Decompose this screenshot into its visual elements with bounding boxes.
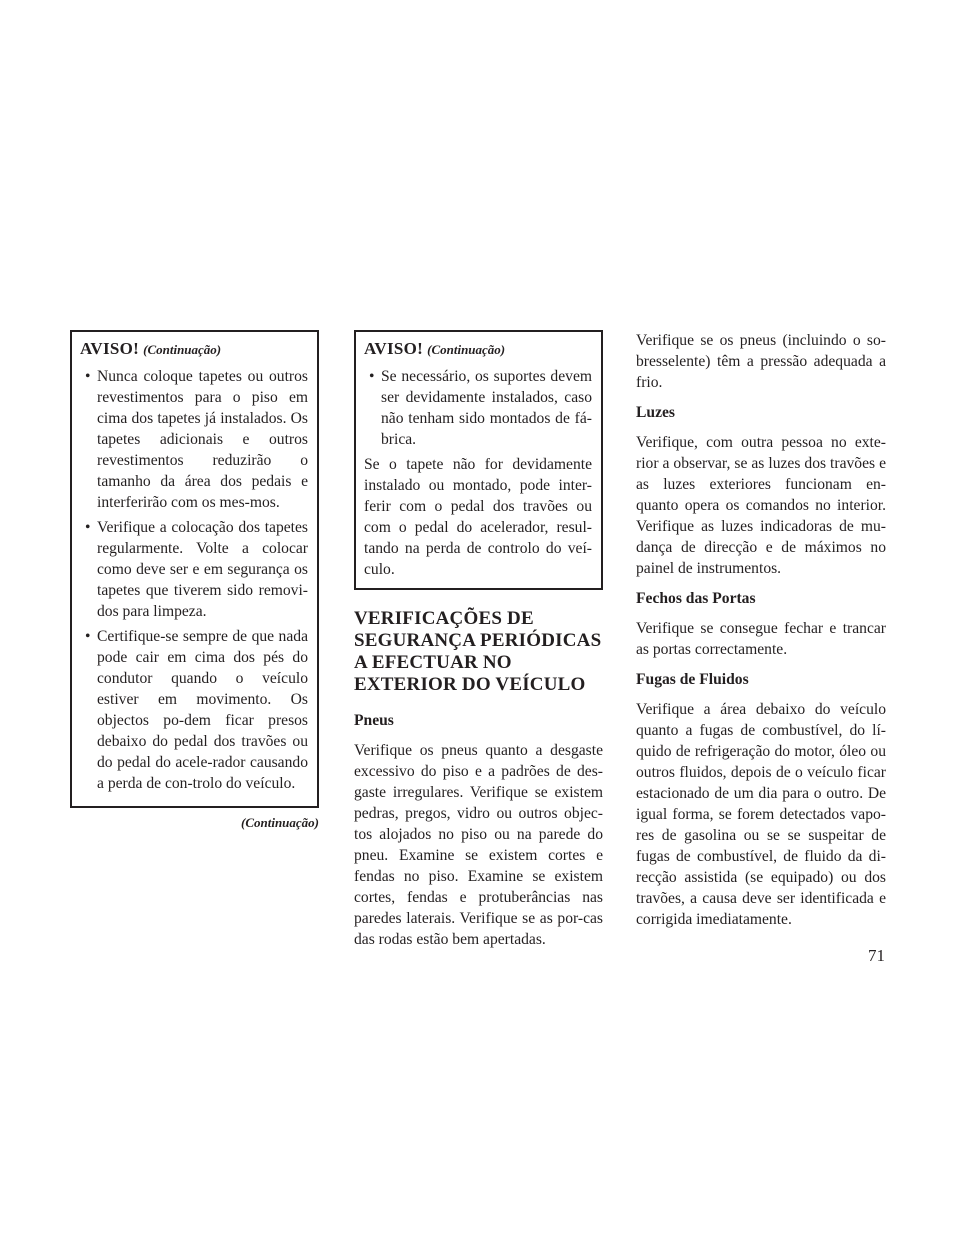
tyre-pressure-text: Verifique se os pneus (incluindo o so-bresselente) têm a pressão adequada a frio.: [636, 332, 886, 391]
warning-bullet: [80, 366, 308, 513]
warning-box: [354, 330, 603, 590]
warning-box: [70, 330, 319, 808]
warning-bullet-text: Verifique a colocação dos tapetes regularmente. Volte a colocar como deve ser e em segurança os tapetes que tiverem sido removi-dos para limpeza.: [97, 519, 308, 620]
bullet-icon: •: [85, 519, 91, 536]
fugas-heading: Fugas de Fluidos: [636, 671, 749, 688]
warning-bullet-list: [80, 366, 308, 794]
bullet-icon: •: [369, 368, 375, 385]
left-column: [70, 330, 319, 832]
warning-paragraph: Se o tapete não for devidamente instalado ou montado, pode inter-ferir com o pedal dos travões ou com o pedal do acelerador, resul-tando na perda de controlo do veí-culo.: [364, 456, 592, 578]
bullet-icon: •: [85, 628, 91, 645]
warning-bullet-text: Se necessário, os suportes devem ser devidamente instalados, caso não tenham sido montados de fá-brica.: [381, 368, 592, 448]
warning-continued-label: (Continuação): [143, 342, 222, 357]
warning-header: [364, 338, 592, 361]
pneus-heading: Pneus: [354, 712, 394, 729]
warning-continued-label: (Continuação): [427, 342, 506, 357]
right-column: [636, 330, 886, 939]
warning-bullet: [364, 366, 592, 450]
warning-bullet-text: Nunca coloque tapetes ou outros revestimentos para o piso em cima dos tapetes já instalados. Os tapetes adicionais e outros revestimentos reduzirão o tamanho da área dos pedais e interferirão com os mes-mos.: [97, 368, 308, 511]
bullet-icon: •: [85, 368, 91, 385]
fechos-heading: Fechos das Portas: [636, 590, 756, 607]
pneus-text: Verifique os pneus quanto a desgaste excessivo do piso e a padrões de des-gaste irregulares. Verifique se existem pedras, pregos, vidro ou outros objec-tos alojados no piso ou na parede do pneu. Examine se existem cortes e fendas no piso. Examine se existem cortes, fendas e protuberâncias nas paredes laterais. Verifique se as por-cas das rodas estão bem apertadas.: [354, 742, 603, 948]
middle-column: [354, 330, 603, 959]
warning-title: AVISO!: [364, 339, 424, 358]
fugas-text: Verifique a área debaixo do veículo quanto a fugas de combustível, do lí-quido de refrigeração do motor, óleo ou outros fluidos, depois de o veículo ficar estacionado de um dia para o outro. De igual forma, se forem detectados vapo-res de gasolina ou se se suspeitar de fugas de combustível, de fluido da di-recção assistida (se equipado) ou dos travões, a causa deve ser identificada e corrigida imediatamente.: [636, 701, 886, 928]
warning-bullet-text: Certifique-se sempre de que nada pode cair em cima dos pés do condutor quando o veículo estiver em movimento. Os objectos po-dem ficar presos debaixo do pedal dos travões ou do pedal do acele-rador causando a perda de con-trolo do veículo.: [97, 628, 308, 792]
luzes-heading: Luzes: [636, 404, 675, 421]
continued-footer: (Continuação): [240, 815, 319, 830]
section-title: VERIFICAÇÕES DE SEGURANÇA PERIÓDICAS A EFECTUAR NO EXTERIOR DO VEÍCULO: [354, 608, 602, 695]
page-number: 71: [868, 946, 885, 965]
warning-bullet: [80, 626, 308, 794]
fechos-text: Verifique se consegue fechar e trancar as portas correctamente.: [636, 620, 886, 658]
warning-bullet-list: [364, 366, 592, 450]
warning-header: [80, 338, 308, 361]
warning-bullet: [80, 517, 308, 622]
warning-title: AVISO!: [80, 339, 140, 358]
luzes-text: Verifique, com outra pessoa no exte-rior a observar, se as luzes dos travões e as luzes exteriores funcionam en-quanto opera os comandos no interior. Verifique as luzes indicadoras de mu-dança de direcção e de máximos no painel de instrumentos.: [636, 434, 886, 577]
